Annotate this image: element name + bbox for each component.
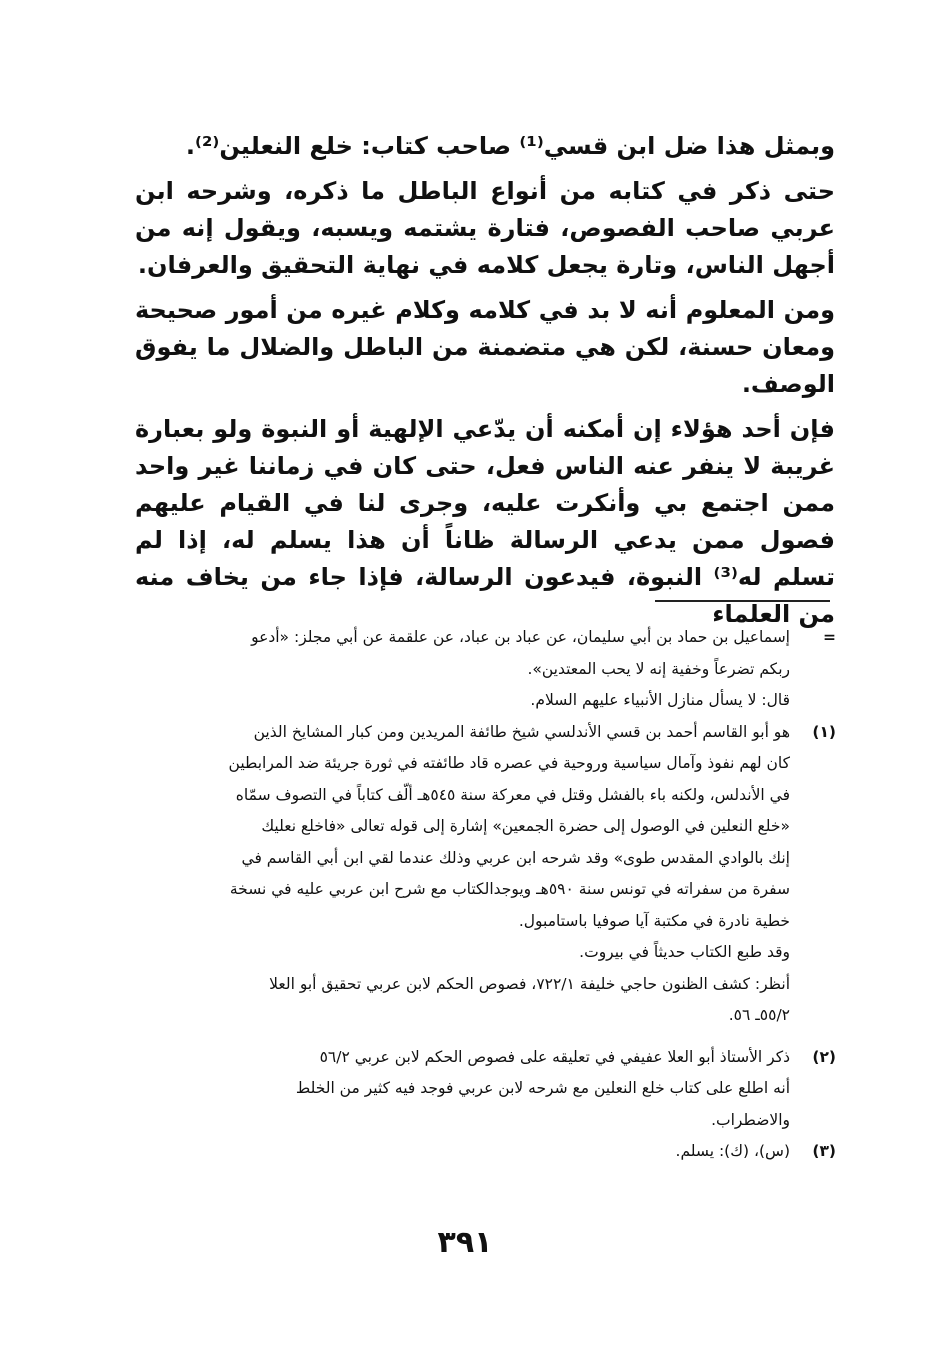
main-paragraph: ومن المعلوم أنه لا بد في كلامه وكلام غيره من أمور صحيحة ومعان حسنة، لكن هي متضمنة من الباطل والضلال ما يفوق الوصف.: [135, 296, 835, 398]
footnote-3: [110, 1136, 840, 1168]
footnote-spacer: [110, 1032, 840, 1042]
footnote-line: وقد طبع الكتاب حديثاً في بيروت.: [579, 943, 790, 961]
footnote-body: [110, 1136, 790, 1168]
footnote-line: خطية نادرة في مكتبة آيا صوفيا باستامبول.: [518, 911, 790, 930]
footnote-divider: [655, 600, 830, 602]
footnote-body: [110, 717, 790, 1032]
footnote-number: (١): [812, 722, 836, 741]
footnote-2: [110, 1042, 840, 1137]
footnote-1: [110, 717, 840, 1032]
footnote-line: ذكر الأستاذ أبو العلا عفيفي في تعليقه على فصوص الحكم لابن عربي ٥٦/٢: [319, 1047, 790, 1066]
continuation-marker: =: [823, 628, 836, 646]
main-paragraph: فإن أحد هؤلاء إن أمكنه أن يدّعي الإلهية أو النبوة ولو بعبارة غريبة لا ينفر عنه الناس فعل، حتى كان في زماننا غير واحد ممن اجتمع بي وأنكرت عليه، وجرى لنا في القيام عليهم فصول ممن يدعي الرسالة ظاناً أن هذا يسلم له، إذا لم تسلم له⁽³⁾ النبوة، فيدعون الرسالة، فإذا جاء من يخاف منه من العلماء: [135, 415, 836, 628]
footnote-line: ربكم تضرعاً وخفية إنه لا يحب المعتدين».: [527, 659, 790, 678]
footnote-line: إنك بالوادي المقدس طوى» وقد شرحه ابن عربي وذلك عندما لقي ابن أبي القاسم في: [241, 848, 790, 867]
footnote-line: (س)، (ك): يسلم.: [675, 1142, 790, 1160]
footnote-number: (٢): [812, 1047, 836, 1066]
footnote-continuation: [110, 622, 840, 717]
footnote-line: ٥٥/٢ـ ٥٦.: [728, 1006, 790, 1024]
footnote-body: [110, 622, 790, 717]
footnotes: [110, 622, 840, 1168]
footnote-line: كان لهم نفوذ وآمال سياسية وروحية في عصره قاد طائفته في ثورة جريئة ضد المرابطين: [228, 754, 790, 772]
footnote-body: [110, 1042, 790, 1137]
footnote-line: والاضطراب.: [711, 1110, 790, 1129]
main-text: [135, 128, 835, 641]
footnote-line: في الأندلس، ولكنه باء بالفشل وقتل في معركة سنة ٥٤٥هـ ألّف كتاباً في التصوف سمّاه: [235, 785, 790, 804]
main-paragraph: وبمثل هذا ضل ابن قسي⁽¹⁾ صاحب كتاب: خلع النعلين⁽²⁾.: [185, 132, 835, 160]
footnote-line: هو أبو القاسم أحمد بن قسي الأندلسي شيخ طائفة المريدين ومن كبار المشايخ الذين: [253, 722, 790, 741]
footnote-line: أنه اطلع على كتاب خلع النعلين مع شرحه لابن عربي فوجد فيه كثير من الخلط: [295, 1079, 790, 1097]
footnote-line: قال: لا يسأل منازل الأنبياء عليهم السلام.: [530, 691, 790, 709]
page-number: ٣٩١: [437, 1225, 493, 1260]
footnote-number: (٣): [812, 1142, 836, 1160]
footnote-line: إسماعيل بن حماد بن أبي سليمان، عن عباد بن عباد، عن علقمة عن أبي مجلز: «أدعو: [251, 628, 790, 646]
main-paragraph: حتى ذكر في كتابه من أنواع الباطل ما ذكره، وشرحه ابن عربي صاحب الفصوص، فتارة يشتمه ويسبه، ويقول إنه من أجهل الناس، وتارة يجعل كلامه في نهاية التحقيق والعرفان.: [135, 177, 835, 279]
footnote-line: سفرة من سفراته في تونس سنة ٥٩٠هـ ويوجدالكتاب مع شرح ابن عربي عليه في نسخة: [229, 880, 790, 898]
footnote-line: أنظر: كشف الظنون حاجي خليفة ٧٢٢/١، فصوص الحكم لابن عربي تحقيق أبو العلا: [269, 974, 790, 993]
footnote-line: «خلع النعلين في الوصول إلى حضرة الجمعين» إشارة إلى قوله تعالى «فاخلع نعليك: [261, 817, 790, 835]
